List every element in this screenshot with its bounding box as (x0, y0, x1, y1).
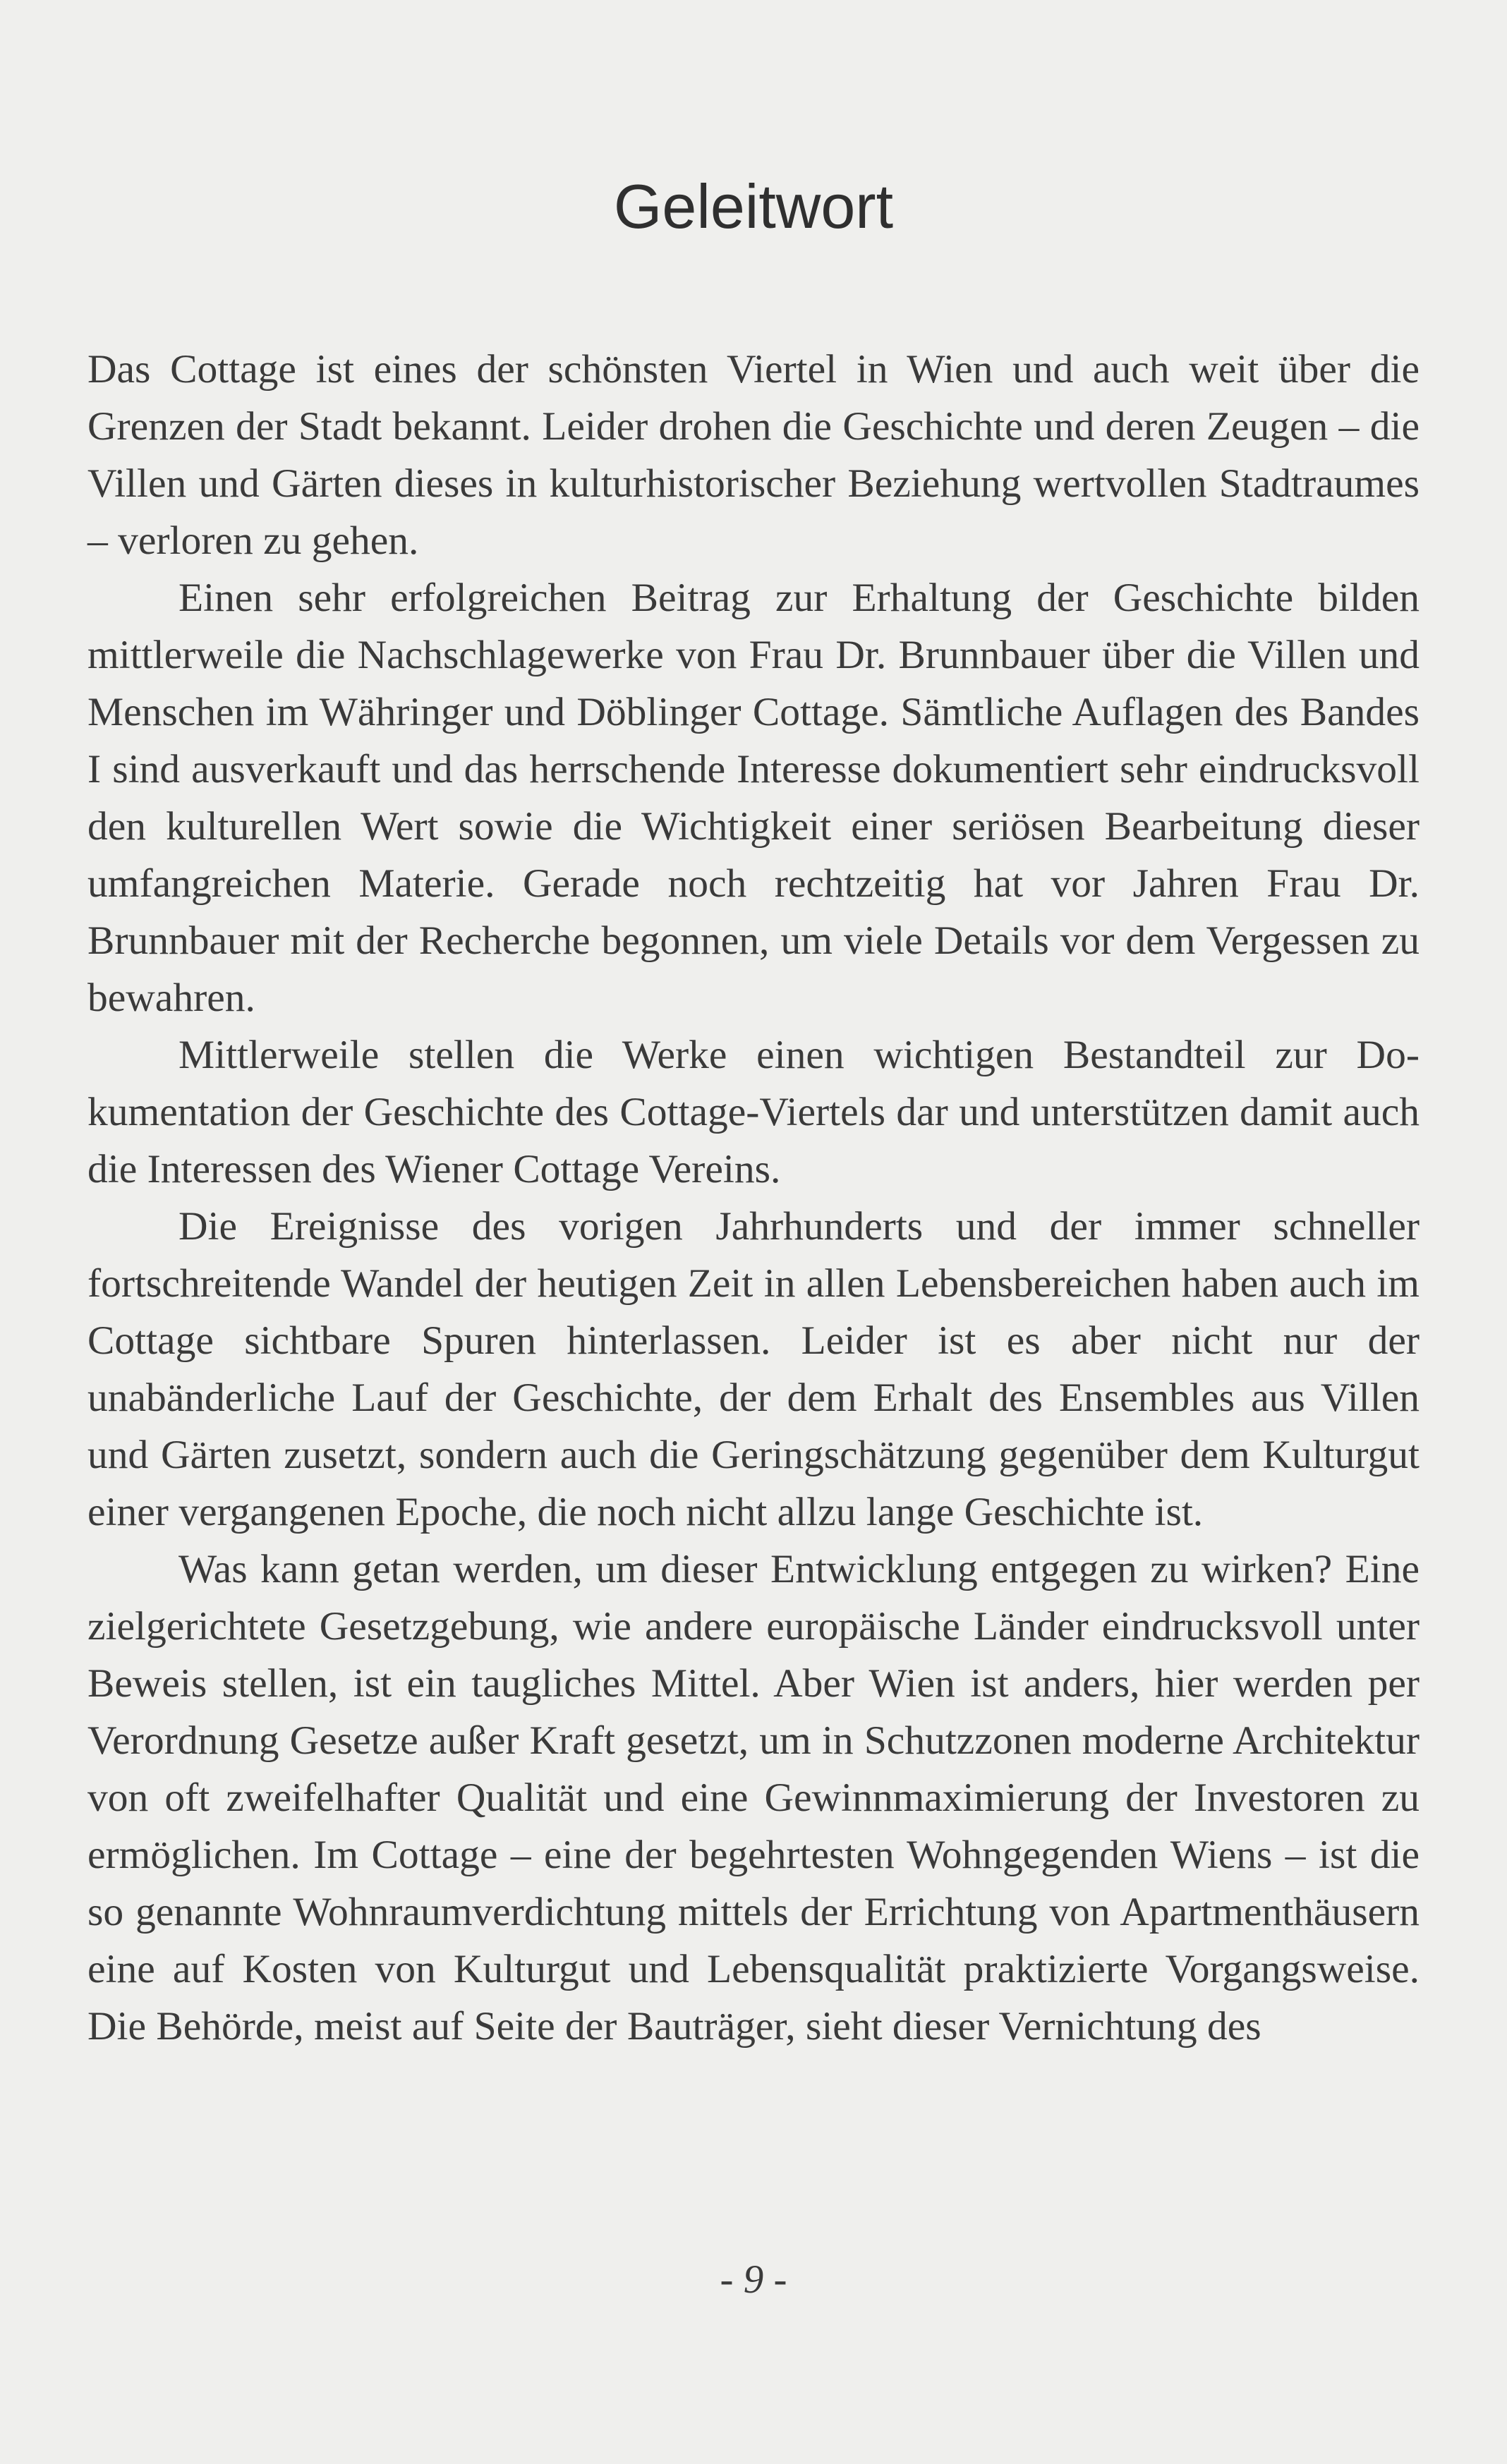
paragraph-1: Das Cottage ist eines der schönsten Viertel in Wien und auch weit über die Grenzen der Stadt bekannt. Leider drohen die Geschichte und deren Zeugen – die Villen und Gärten dieses in kulturhistorischer Beziehung wertvollen Stadtraumes – verloren zu gehen. (87, 347, 1420, 563)
paragraph-4: Die Ereignisse des vorigen Jahrhunderts und der immer schneller fortschreitende Wandel der heutigen Zeit in allen Lebensbereichen haben auch im Cottage sichtbare Spuren hinterlassen. Leider ist es aber nicht nur der unabänderliche Lauf der Geschichte, der dem Erhalt des Ensembles aus Villen und Gärten zusetzt, sondern auch die Geringschätzung gegenüber dem Kulturgut einer vergangenen Epoche, die noch nicht allzu lange Geschichte ist. (87, 1204, 1420, 1534)
paragraph-2: Einen sehr erfolgreichen Beitrag zur Erhaltung der Geschichte bilden mittlerweile die Nachschlagewerke von Frau Dr. Brunnbauer über die Villen und Menschen im Währinger und Döblinger Cottage. Sämtliche Auflagen des Bandes I sind ausverkauft und das herrschende Interesse dokumentiert sehr eindrucksvoll den kulturellen Wert sowie die Wichtigkeit einer seriösen Bearbeitung dieser umfangreichen Materie. Gerade noch rechtzeitig hat vor Jahren Frau Dr. Brunnbauer mit der Recherche begonnen, um viele Details vor dem Vergessen zu bewahren. (87, 576, 1420, 1020)
page-title: Geleitwort (613, 171, 894, 241)
page-number: - 9 - (720, 2257, 787, 2302)
body-text (87, 341, 1420, 2055)
paragraph-3: Mittlerweile stellen die Werke einen wichtigen Bestandteil zur Dokumentation der Geschichte des Cottage-Viertels dar und unterstützen damit auch die Interessen des Wiener Cottage Vereins. (87, 1033, 1420, 1191)
paragraph-5: Was kann getan werden, um dieser Entwicklung entgegen zu wirken? Eine zielgerichtete Gesetzgebung, wie andere europäische Länder eindrucksvoll unter Beweis stellen, ist ein taugliches Mittel. Aber Wien ist anders, hier werden per Verordnung Gesetze außer Kraft gesetzt, um in Schutzzonen moderne Architektur von oft zweifelhafter Qualität und eine Gewinnmaximierung der Investoren zu ermöglichen. Im Cottage – eine der begehrtesten Wohngegenden Wiens – ist die so genannte Wohnraumverdichtung mittels der Errichtung von Apartmenthäusern eine auf Kosten von Kulturgut und Lebensqualität praktizierte Vorgangsweise. Die Behörde, meist auf Seite der Bauträger, sieht dieser Vernichtung des (87, 1547, 1420, 2049)
